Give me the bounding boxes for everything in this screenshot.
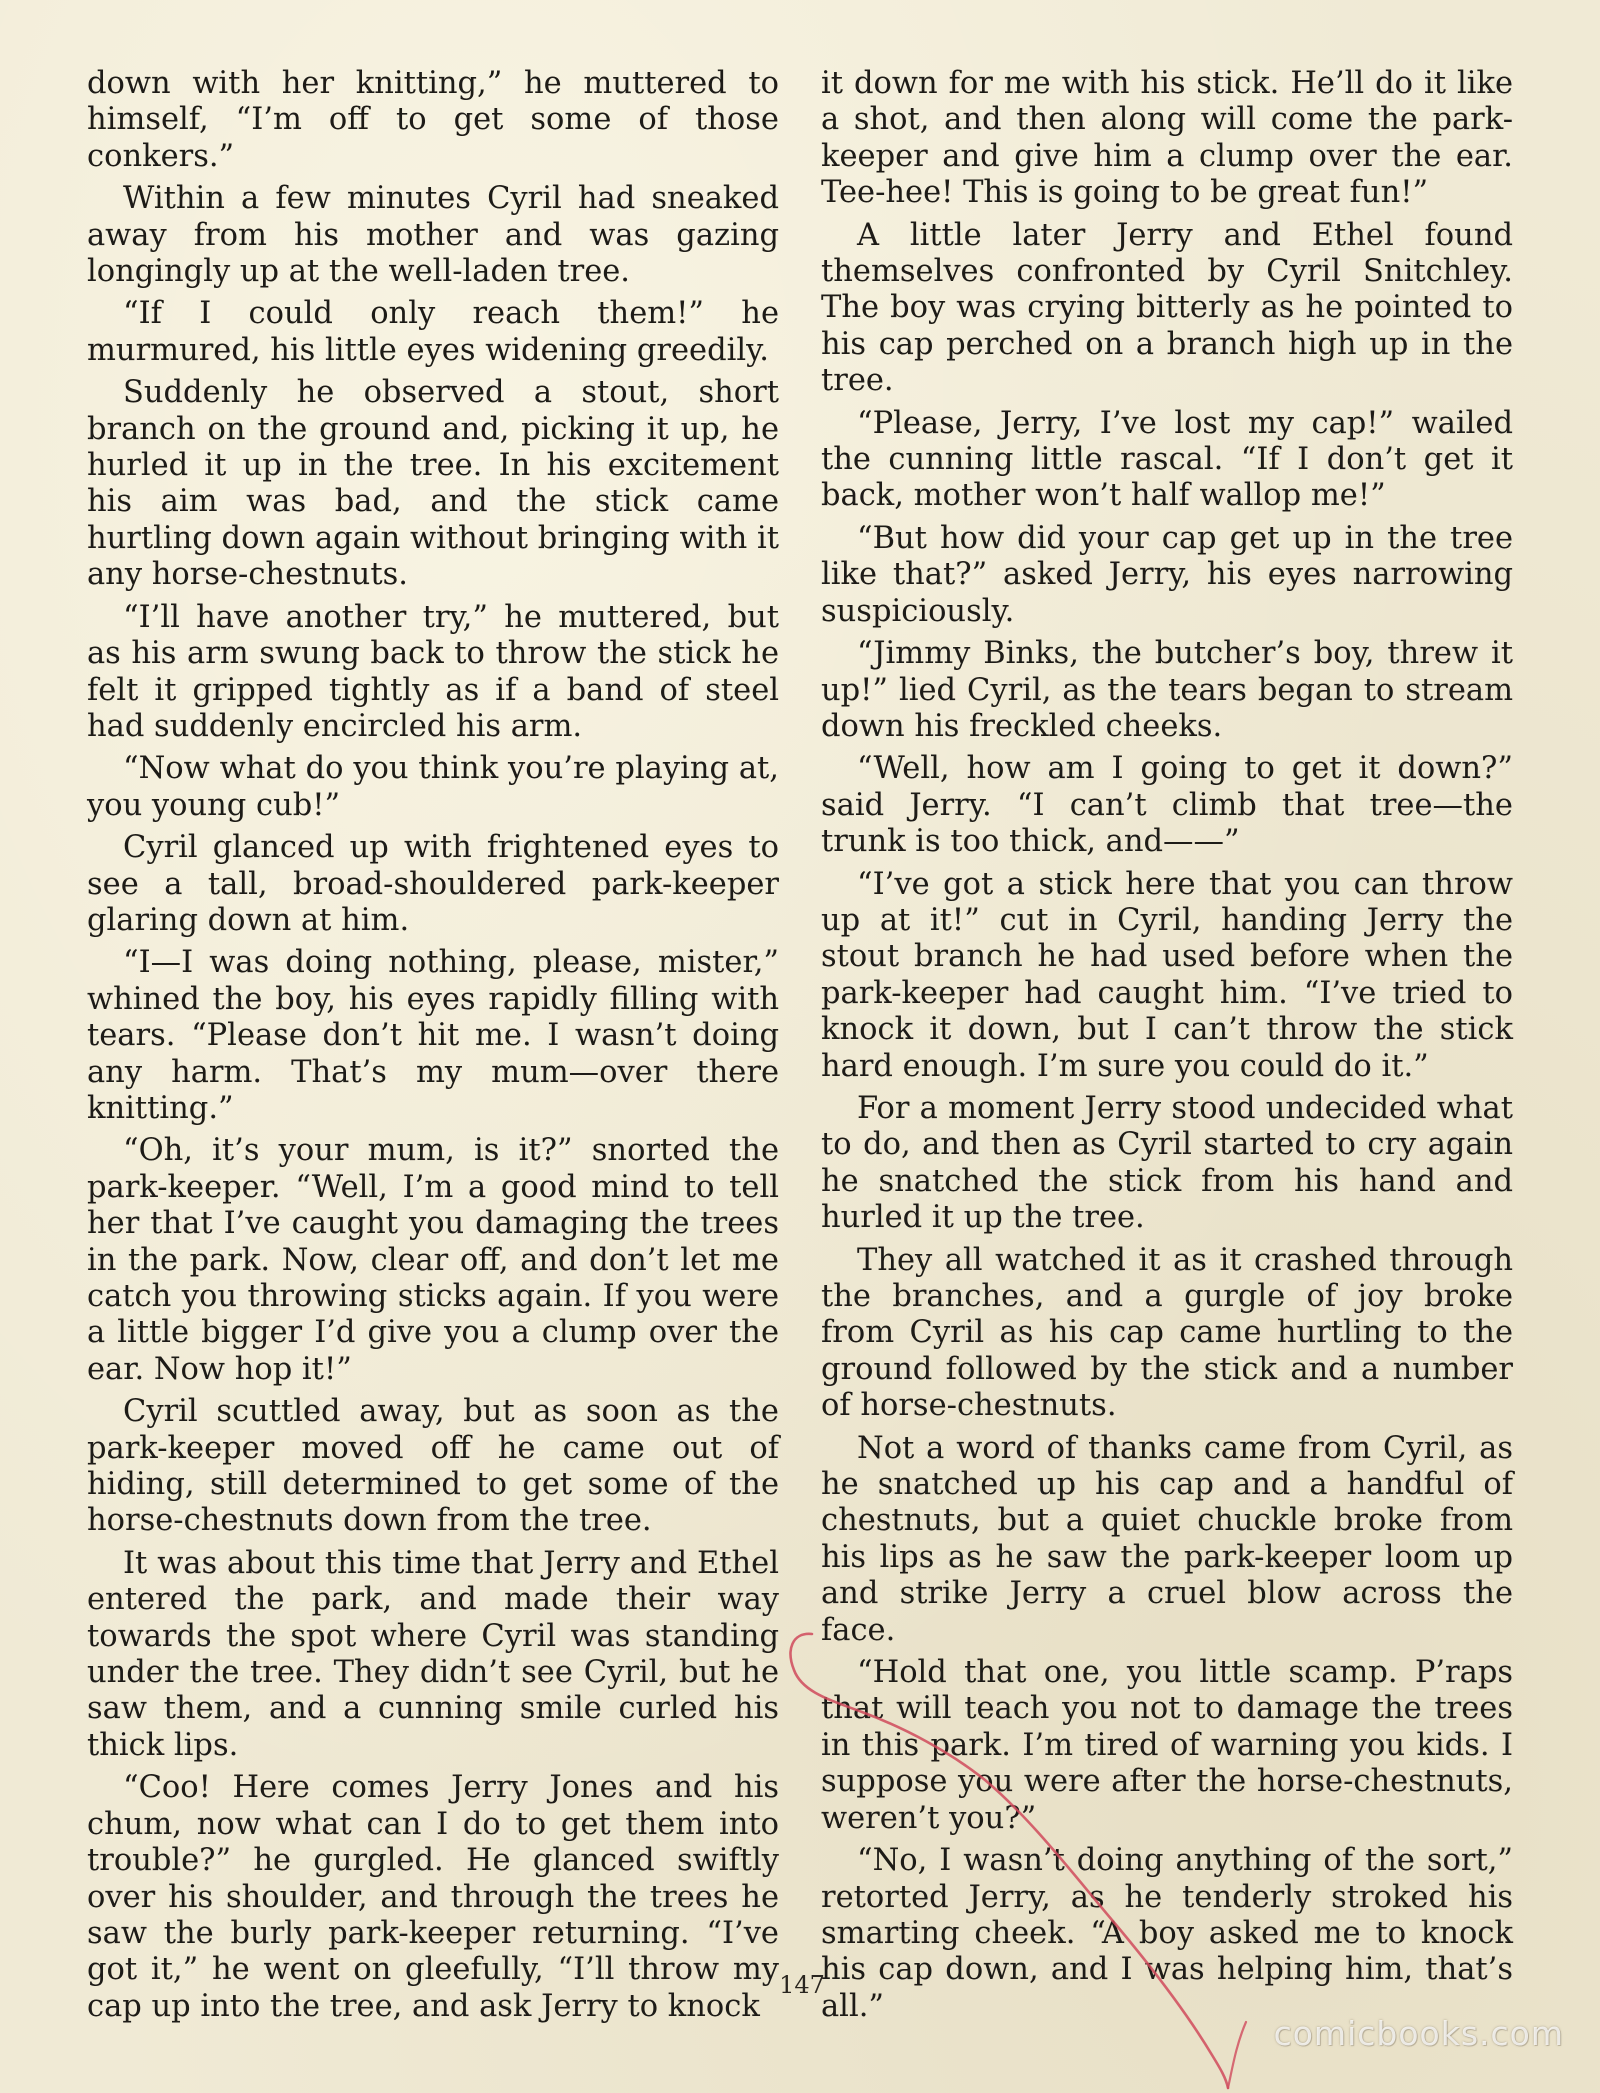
paragraph: Within a few minutes Cyril had sneaked away from his mother and was gazing longingly up at the well-laden tree. <box>87 181 779 290</box>
left-text-column <box>87 66 779 2031</box>
watermark-text: comicbooks.com <box>1273 2014 1564 2053</box>
paragraph: “No, I wasn’t doing anything of the sort,” retorted Jerry, as he tenderly stroked his smarting cheek. “A boy asked me to knock his cap down, and I was helping him, that’s all.” <box>821 1843 1513 2024</box>
paragraph: “Now what do you think you’re playing at, you young cub!” <box>87 751 779 823</box>
paragraph: They all watched it as it crashed through the branches, and a gurgle of joy broke from Cyril as his cap came hurtling to the ground followed by the stick and a number of horse-chestnuts. <box>821 1242 1513 1424</box>
paragraph: It was about this time that Jerry and Ethel entered the park, and made their way towards the spot where Cyril was standing under the tree. They didn’t see Cyril, but he saw them, and a cunning smile curled his thick lips. <box>87 1545 779 1763</box>
paragraph: A little later Jerry and Ethel found themselves confronted by Cyril Snitchley. The boy was crying bitterly as he pointed to his cap perched on a branch high up in the tree. <box>821 217 1513 399</box>
paragraph: Suddenly he observed a stout, short branch on the ground and, picking it up, he hurled it up in the tree. In his excitement his aim was bad, and the stick came hurtling down again without bringing with it any horse-chestnuts. <box>87 375 779 593</box>
page-number: 147 <box>779 1971 825 1999</box>
paragraph: Cyril scuttled away, but as soon as the park-keeper moved off he came out of hiding, still determined to get some of the horse-chestnuts down from the tree. <box>87 1394 779 1539</box>
paragraph: “If I could only reach them!” he murmured, his little eyes widening greedily. <box>87 296 779 368</box>
paragraph: For a moment Jerry stood undecided what to do, and then as Cyril started to cry again he snatched the stick from his hand and hurled it up the tree. <box>821 1090 1513 1236</box>
paragraph: “I—I was doing nothing, please, mister,” whined the boy, his eyes rapidly filling with tears. “Please don’t hit me. I wasn’t doing any harm. That’s my mum—over there knitting.” <box>87 945 779 1126</box>
paragraph: “Coo! Here comes Jerry Jones and his chum, now what can I do to get them into trouble?” he gurgled. He glanced swiftly over his shoulder, and through the trees he saw the burly park-keeper returning. “I’ve got it,” he went on gleefully, “I’ll throw my cap up into the tree, and ask Jerry to knock <box>87 1770 779 2024</box>
paragraph: down with her knitting,” he muttered to himself, “I’m off to get some of those conkers.” <box>87 66 779 174</box>
paragraph: Not a word of thanks came from Cyril, as he snatched up his cap and a handful of chestnuts, but a quiet chuckle broke from his lips as he saw the park-keeper loom up and strike Jerry a cruel blow across the face. <box>821 1430 1513 1648</box>
paragraph: “Jimmy Binks, the butcher’s boy, threw it up!” lied Cyril, as the tears began to stream down his freckled cheeks. <box>821 636 1513 744</box>
paragraph: “Well, how am I going to get it down?” said Jerry. “I can’t climb that tree—the trunk is too thick, and——” <box>821 751 1513 860</box>
right-text-column <box>821 66 1513 2031</box>
paragraph: Cyril glanced up with frightened eyes to see a tall, broad-shouldered park-keeper glaring down at him. <box>87 830 779 938</box>
paragraph: “But how did your cap get up in the tree like that?” asked Jerry, his eyes narrowing suspiciously. <box>821 520 1513 629</box>
paragraph: “Hold that one, you little scamp. P’raps that will teach you not to damage the trees in this park. I’m tired of warning you kids. I suppose you were after the horse-chestnuts, weren’t you?” <box>821 1655 1513 1836</box>
paragraph: “Please, Jerry, I’ve lost my cap!” wailed the cunning little rascal. “If I don’t get it back, mother won’t half wallop me!” <box>821 405 1513 514</box>
paragraph: it down for me with his stick. He’ll do it like a shot, and then along will come the park-keeper and give him a clump over the ear. Tee-hee! This is going to be great fun!” <box>821 66 1513 211</box>
paragraph: “I’ll have another try,” he muttered, but as his arm swung back to throw the stick he felt it gripped tightly as if a band of steel had suddenly encircled his arm. <box>87 599 779 744</box>
paragraph: “I’ve got a stick here that you can throw up at it!” cut in Cyril, handing Jerry the stout branch he had used before when the park-keeper had caught him. “I’ve tried to knock it down, but I can’t throw the stick hard enough. I’m sure you could do it.” <box>821 866 1513 1084</box>
paragraph: “Oh, it’s your mum, is it?” snorted the park-keeper. “Well, I’m a good mind to tell her that I’ve caught you damaging the trees in the park. Now, clear off, and don’t let me catch you throwing sticks again. If you were a little bigger I’d give you a clump over the ear. Now hop it!” <box>87 1133 779 1387</box>
